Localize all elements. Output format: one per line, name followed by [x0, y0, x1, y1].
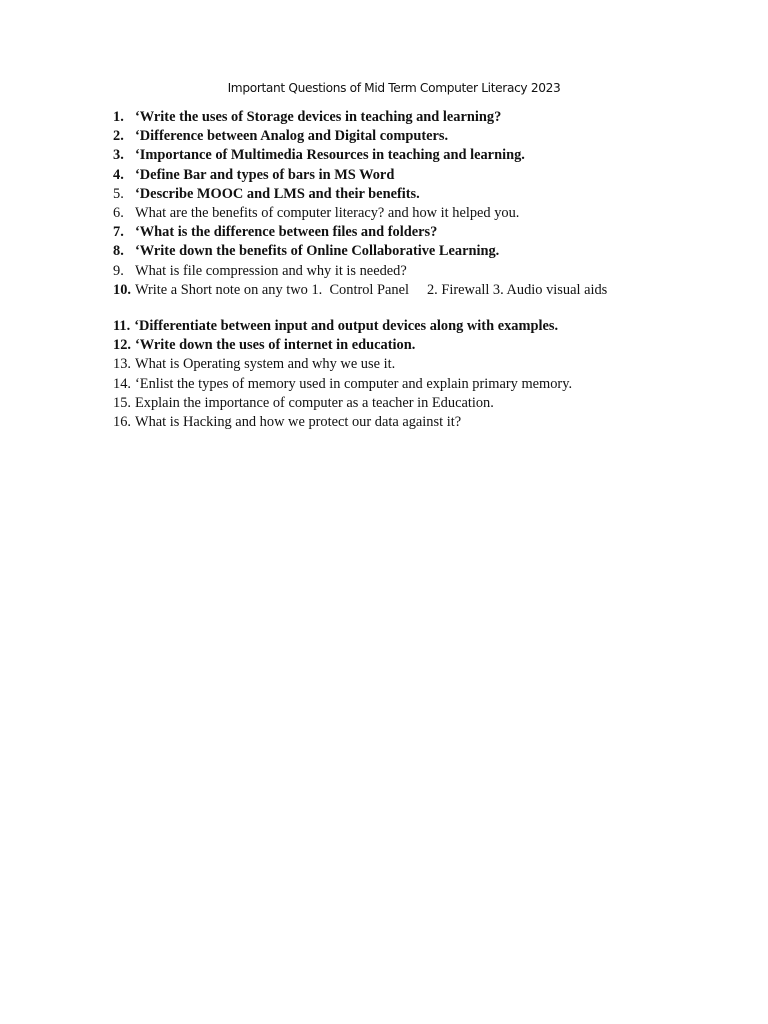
- question-text: ‘Enlist the types of memory used in computer and explain primary memory.: [135, 375, 573, 392]
- question-text: What are the benefits of computer literacy? and how it helped you.: [135, 205, 520, 222]
- question-number: 1.: [113, 109, 124, 125]
- question-number: 11.: [113, 318, 131, 335]
- question-item-15: [113, 394, 733, 413]
- question-number: 4.: [113, 166, 124, 183]
- document-title: Important Questions of Mid Term Computer Literacy 2023: [227, 81, 561, 95]
- question-item-13: [113, 355, 733, 374]
- question-item-3: [113, 146, 733, 165]
- question-item-12: [113, 336, 733, 355]
- question-number: 6.: [113, 205, 124, 222]
- question-number: 14.: [113, 375, 131, 392]
- question-item-4: [113, 166, 733, 185]
- question-text: Explain the importance of computer as a teacher in Education.: [135, 394, 494, 411]
- question-item-2: [113, 127, 733, 146]
- question-text: ‘Differentiate between input and output devices along with examples.: [134, 318, 559, 335]
- question-number: 13.: [113, 356, 131, 373]
- question-item-8: [113, 242, 733, 261]
- question-item-7: [113, 223, 733, 242]
- question-number: 9.: [113, 262, 124, 279]
- question-item-9: [113, 262, 733, 281]
- question-item-10: [113, 281, 733, 300]
- question-number: 8.: [113, 243, 124, 260]
- question-number: 2.: [113, 128, 124, 145]
- question-text: ‘Write down the uses of internet in education.: [135, 337, 416, 354]
- question-text: ‘What is the difference between files and folders?: [135, 224, 438, 241]
- question-item-11: [113, 317, 733, 336]
- question-text: What is Operating system and why we use it.: [135, 356, 396, 373]
- question-number: 15.: [113, 394, 131, 411]
- question-text: ‘Importance of Multimedia Resources in teaching and learning.: [135, 147, 525, 164]
- question-list: [113, 108, 733, 432]
- question-item-6: [113, 204, 733, 223]
- question-text: ‘Define Bar and types of bars in MS Word: [135, 166, 395, 183]
- question-item-5: [113, 185, 733, 204]
- question-item-14: [113, 375, 733, 394]
- question-text: What is Hacking and how we protect our data against it?: [135, 414, 462, 431]
- question-text: What is file compression and why it is needed?: [135, 262, 407, 279]
- question-text: ‘Write the uses of Storage devices in teaching and learning?: [135, 109, 502, 125]
- question-text: Write a Short note on any two 1. Control Panel 2. Firewall 3. Audio visual aids: [135, 281, 608, 298]
- question-number: 5.: [113, 185, 124, 202]
- question-item-16: [113, 413, 733, 432]
- question-item-1: [113, 108, 733, 127]
- question-text: ‘Difference between Analog and Digital computers.: [135, 128, 449, 145]
- question-text: ‘Write down the benefits of Online Collaborative Learning.: [135, 243, 500, 260]
- question-number: 12.: [113, 337, 131, 354]
- question-number: 7.: [113, 224, 124, 241]
- question-number: 3.: [113, 147, 124, 164]
- question-number: 10.: [113, 281, 131, 298]
- question-text: ‘Describe MOOC and LMS and their benefits.: [135, 185, 420, 202]
- question-number: 16.: [113, 414, 131, 431]
